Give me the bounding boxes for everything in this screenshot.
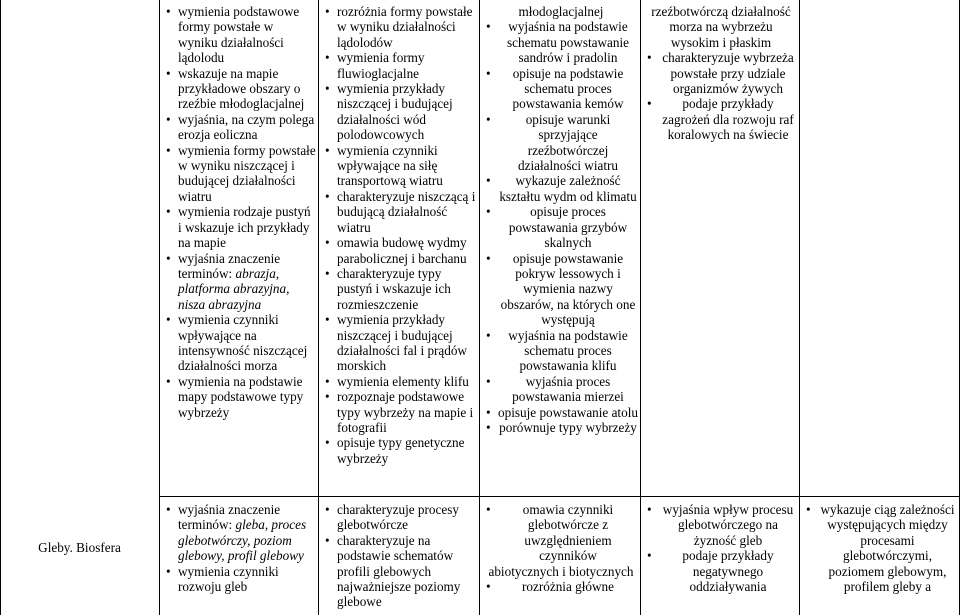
list xyxy=(323,4,477,466)
list-item: • wykazuje zależność kształtu wydm od klimatu xyxy=(484,173,638,204)
list-item xyxy=(164,251,316,313)
list-item: • wymienia formy fluwioglacjalne xyxy=(323,50,477,81)
grid-line xyxy=(799,0,800,615)
list-item: • wymienia czynniki rozwoju gleb xyxy=(164,564,316,595)
bottom-col4 xyxy=(645,502,797,594)
continuation-text: młodoglacjalnej xyxy=(518,4,604,19)
list xyxy=(164,4,316,420)
list xyxy=(645,4,797,143)
grid-line xyxy=(159,496,959,497)
list-item: • wymienia formy powstałe w wyniku niszczącej i budującej działalności wiatru xyxy=(164,143,316,205)
top-col1 xyxy=(164,4,316,420)
list xyxy=(164,502,316,594)
list-item: • wyjaśnia na podstawie schematu proces powstawania klifu xyxy=(484,328,638,374)
list-item: • wymienia przykłady niszczącej i budującej działalności wód polodowcowych xyxy=(323,81,477,143)
list-item: • charakteryzuje procesy glebotwórcze xyxy=(323,502,477,533)
top-col4 xyxy=(645,4,797,143)
row-label-cell xyxy=(2,540,157,555)
list-item: • opisuje powstawanie pokryw lessowych i wymienia nazwy obszarów, na których one występują xyxy=(484,251,638,328)
list xyxy=(323,502,477,610)
list-item: • charakteryzuje na podstawie schematów profili glebowych najważniejsze poziomy glebowe xyxy=(323,533,477,610)
list-item: • wymienia podstawowe formy powstałe w wyniku działalności lądolodu xyxy=(164,4,316,66)
list-item: • wymienia elementy klifu xyxy=(323,374,477,389)
bottom-col3 xyxy=(484,502,638,594)
bottom-col5 xyxy=(804,502,957,594)
term-label: wyjaśnia znaczenie terminów: xyxy=(178,502,281,533)
grid-line xyxy=(318,0,319,615)
list-item: • wyjaśnia wpływ procesu glebotwórczego na żyzność gleb xyxy=(645,502,797,548)
list xyxy=(804,502,957,594)
list-item: • wymienia rodzaje pustyń i wskazuje ich przykłady na mapie xyxy=(164,204,316,250)
list-item: • charakteryzuje typy pustyń i wskazuje ich rozmieszczenie xyxy=(323,266,477,312)
list-item: • wyjaśnia proces powstawania mierzei xyxy=(484,374,638,405)
list-item: • charakteryzuje wybrzeża powstałe przy udziale organizmów żywych xyxy=(645,50,797,96)
top-col3 xyxy=(484,4,638,435)
top-col2 xyxy=(323,4,477,466)
list-item: • rozpoznaje podstawowe typy wybrzeży na mapie i fotografii xyxy=(323,389,477,435)
term-label: wyjaśnia znaczenie terminów: xyxy=(178,250,281,281)
continuation-text: rzeźbotwórczą działalność morza na wybrzeżu wysokim i płaskim xyxy=(651,4,791,50)
list-item xyxy=(164,502,316,564)
list-item: • opisuje powstawanie atolu xyxy=(484,405,638,420)
list-item: • wymienia przykłady niszczącej i budującej działalności fal i prądów morskich xyxy=(323,312,477,374)
list xyxy=(484,502,638,594)
list xyxy=(645,502,797,594)
list-item: • wykazuje ciąg zależności występujących między procesami glebotwórczymi, poziomem glebowym, profilem gleby a xyxy=(804,502,957,594)
list-item: • omawia budowę wydmy parabolicznej i barchanu xyxy=(323,235,477,266)
bottom-col2 xyxy=(323,502,477,610)
list xyxy=(484,4,638,435)
list-item: • rozróżnia główne xyxy=(484,579,638,594)
list-item: • podaje przykłady zagrożeń dla rozwoju raf koralowych na świecie xyxy=(645,96,797,142)
term-list: abrazja, platforma abrazyjna, nisza abrazyjna xyxy=(178,265,290,312)
bottom-col1 xyxy=(164,502,316,594)
list-item: • wyjaśnia, na czym polega erozja eoliczna xyxy=(164,112,316,143)
list-item: • porównuje typy wybrzeży xyxy=(484,420,638,435)
list-item: • wymienia na podstawie mapy podstawowe typy wybrzeży xyxy=(164,374,316,420)
list-item: • omawia czynniki glebotwórcze z uwzględnieniem czynników xyxy=(484,502,638,564)
list-item: • wskazuje na mapie przykładowe obszary o rzeźbie młodoglacjalnej xyxy=(164,66,316,112)
list-item: • wymienia czynniki wpływające na intensywność niszczącej działalności morza xyxy=(164,312,316,374)
list-item: • podaje przykłady negatywnego oddziaływania xyxy=(645,548,797,594)
continuation-text: abiotycznych i biotycznych xyxy=(488,563,634,579)
grid-line xyxy=(479,0,480,615)
list-item: • rozróżnia formy powstałe w wyniku działalności lądolodów xyxy=(323,4,477,50)
term-list: gleba, proces glebotwórczy, poziom glebowy, profil glebowy xyxy=(178,517,307,564)
list-item: • wyjaśnia na podstawie schematu powstawanie sandrów i pradolin xyxy=(484,19,638,65)
list-item: • opisuje proces powstawania grzybów skalnych xyxy=(484,204,638,250)
list-item: • opisuje na podstawie schematu proces powstawania kemów xyxy=(484,66,638,112)
grid-line xyxy=(0,0,1,615)
list-item: • charakteryzuje niszczącą i budującą działalność wiatru xyxy=(323,189,477,235)
list-item: • wymienia czynniki wpływające na siłę transportową wiatru xyxy=(323,143,477,189)
row-label: Gleby. Biosfera xyxy=(38,540,121,555)
grid-line xyxy=(159,0,160,615)
grid-line xyxy=(640,0,641,615)
list-item: • opisuje typy genetyczne wybrzeży xyxy=(323,435,477,466)
list-item: • opisuje warunki sprzyjające rzeźbotwórczej działalności wiatru xyxy=(484,112,638,174)
